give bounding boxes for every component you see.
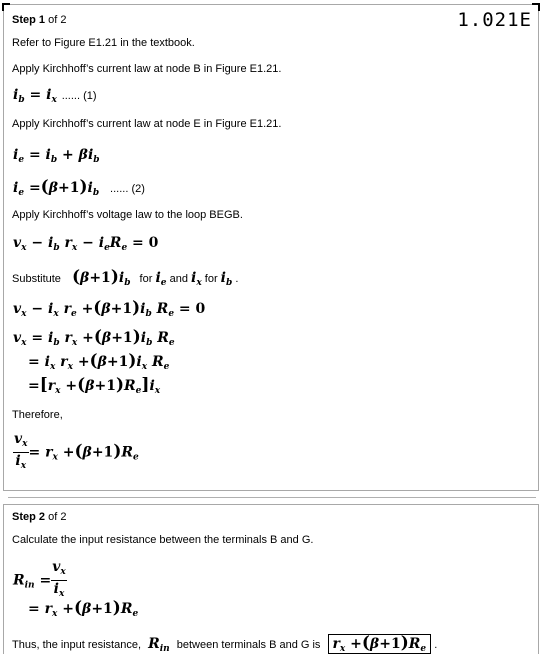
step-1-heading <box>12 14 66 26</box>
kvl-text: Apply Kirchhoff’s voltage law to the loop BEGB. <box>12 209 243 221</box>
equation-substituted: $v_x - i_x$ $r_e +(\beta+1)i_b$ $R_e = 0$ <box>13 298 206 319</box>
refer-text: Refer to Figure E1.21 in the textbook. <box>12 37 195 49</box>
between-text: between terminals B and G is <box>176 639 321 651</box>
rin-symbol: $R_{in}$ <box>148 636 170 654</box>
step-label: Step <box>12 511 36 523</box>
period: . <box>235 273 239 285</box>
equation-2: $i_e =(\beta+1)i_b$ ...... (2) <box>13 177 145 198</box>
equation-2-tag: ...... (2) <box>110 183 145 195</box>
and-word: and <box>169 273 188 285</box>
step-number: 1 <box>38 14 46 26</box>
equation-vx-line-1: $v_x = i_b$ $r_x +(\beta+1)i_b$ $R_e$ <box>13 327 175 348</box>
therefore-text: Therefore, <box>12 409 63 421</box>
substitute-line <box>12 267 238 288</box>
step-label: Step <box>12 14 36 26</box>
for-word: for <box>204 273 218 285</box>
step-total: of 2 <box>48 511 67 523</box>
equation-1-tag: ...... (1) <box>61 90 97 102</box>
step-total: of 2 <box>48 14 67 26</box>
step-number: 2 <box>38 511 46 523</box>
corner-mark <box>532 3 540 11</box>
equation-ratio: $\frac{v_x}{i_x}$ = $r_x +(\beta+1)R_e$ <box>14 431 139 471</box>
substitute-expr-2: $i_x$ <box>191 270 202 288</box>
thus-text: Thus, the input resistance, <box>12 639 142 651</box>
equation-kvl: $v_x - i_b$ $r_x - i_eR_e = 0$ <box>13 235 159 253</box>
equation-vx-line-3: $=[r_x +(\beta+1)R_e]i_x$ <box>28 375 161 396</box>
equation-kcl-e: $i_e = i_b + \beta i_b$ <box>13 147 100 165</box>
for-word: for <box>139 273 153 285</box>
substitute-expr-1: $(\beta+1)i_b$ <box>71 267 131 288</box>
step-1-panel <box>3 4 539 491</box>
conclusion-line <box>12 633 437 654</box>
substitute-var-ie: $i_e$ <box>155 270 167 288</box>
substitute-var-ib: $i_b$ <box>220 270 233 288</box>
section-divider <box>8 497 536 498</box>
kcl-node-b-text: Apply Kirchhoff’s current law at node B in Figure E1.21. <box>12 63 282 75</box>
final-answer-box: $r_x +(\beta+1)R_e$ <box>328 634 432 654</box>
substitute-word: Substitute <box>12 273 61 285</box>
corner-mark <box>2 3 10 11</box>
calc-text: Calculate the input resistance between the terminals B and G. <box>12 534 314 546</box>
equation-rin-2: = $r_x +(\beta+1)R_e$ <box>28 598 139 619</box>
step-2-heading <box>12 511 66 523</box>
period: . <box>434 639 438 651</box>
problem-number-badge: 1.021E <box>457 9 532 31</box>
equation-rin-1: $R_{in}$ = $\frac{v_x}{i_x}$ <box>13 559 66 599</box>
equation-vx-line-2: = $i_x$ $r_x +(\beta+1)i_x$ $R_e$ <box>28 351 170 372</box>
kcl-node-e-text: Apply Kirchhoff’s current law at node E in Figure E1.21. <box>12 118 282 130</box>
step-2-panel <box>3 504 539 654</box>
equation-1: $i_b = i_x$ ...... (1) <box>13 87 97 105</box>
